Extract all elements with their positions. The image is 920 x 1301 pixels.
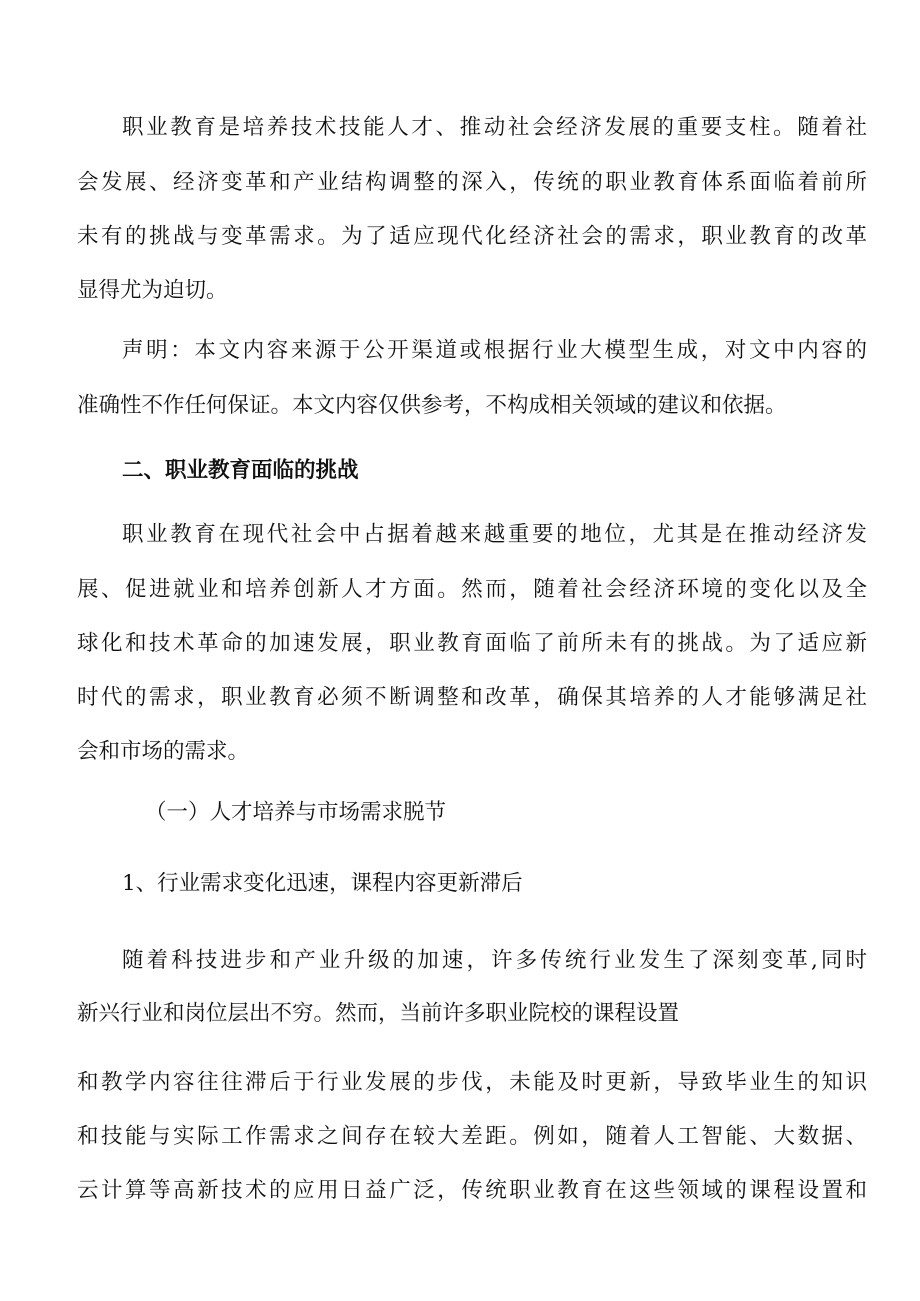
text-line: 新兴行业和岗位层出不穷。然而，当前许多职业院校的课程设置 [77,1001,680,1026]
text-line: 球化和技术革命的加速发展，职业教育面临了前所未有的挑战。为了适应新 [77,631,867,656]
item-heading: 1、行业需求变化迅速，课程内容更新滞后 [122,871,523,896]
text-line: 准确性不作任何保证。本文内容仅供参考，不构成相关领域的建议和依据。 [77,393,787,418]
text-line: 随着科技进步和产业升级的加速，许多传统行业发生了深刻变革,同时 [122,948,867,973]
text-line: 时代的需求，职业教育必须不断调整和改革，确保其培养的人才能够满足社 [77,685,867,710]
text-line: 声明：本文内容来源于公开渠道或根据行业大模型生成，对文中内容的 [122,338,867,363]
text-line: 会和市场的需求。 [77,739,250,764]
text-line: 会发展、经济变革和产业结构调整的深入，传统的职业教育体系面临着前所 [77,170,867,195]
text-line: 未有的挑战与变革需求。为了适应现代化经济社会的需求，职业教育的改革 [77,224,867,249]
text-line: 云计算等高新技术的应用日益广泛，传统职业教育在这些领域的课程设置和 [77,1178,867,1203]
text-line: 职业教育在现代社会中占据着越来越重要的地位，尤其是在推动经济发 [122,522,867,547]
text-line: 展、促进就业和培养创新人才方面。然而，随着社会经济环境的变化以及全 [77,577,867,602]
section-heading: 二、职业教育面临的挑战 [122,458,359,483]
subsection-heading: （一）人才培养与市场需求脱节 [145,800,447,825]
text-line: 和教学内容往往滞后于行业发展的步伐，未能及时更新，导致毕业生的知识 [77,1070,867,1095]
text-line: 职业教育是培养技术技能人才、推动社会经济发展的重要支柱。随着社 [122,115,867,140]
text-line: 和技能与实际工作需求之间存在较大差距。例如，随着人工智能、大数据、 [77,1124,867,1149]
text-line: 显得尤为迫切。 [77,278,228,303]
